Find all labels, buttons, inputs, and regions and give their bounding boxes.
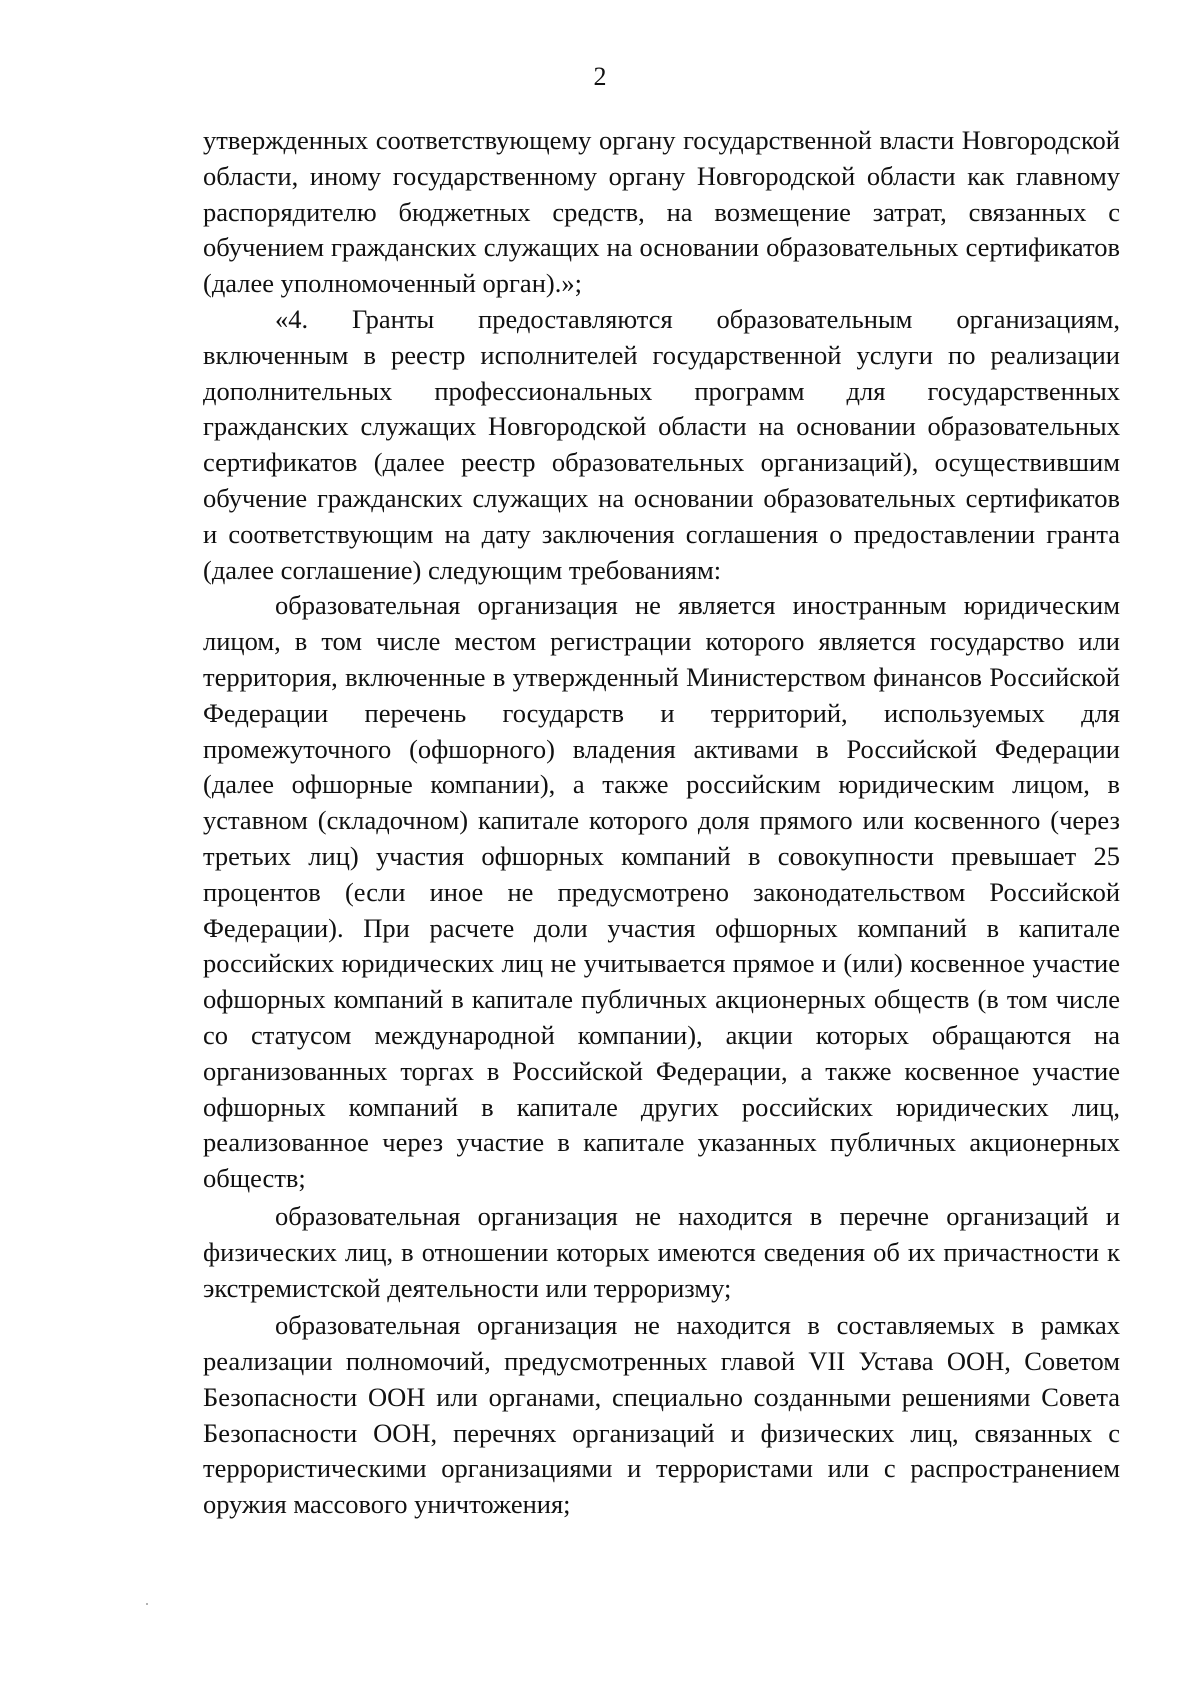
page-number: 2 [593, 62, 607, 91]
document-body [203, 123, 1120, 1523]
paragraph-un-sanctions-requirement: образовательная организация не находится в составляемых в рамках реализации полномочий, предусмотренных главой VII Устава ООН, Советом Безопасности ООН или органами, специально созданными решениями Совета Безопасности ООН, перечнях организаций и физических лиц, связанных с террористическими организациями и террористами или с распространением оружия массового уничтожения; [203, 1310, 1120, 1520]
paragraph-item-4: «4. Гранты предоставляются образовательным организациям, включенным в реестр исполнителей государственной услуги по реализации дополнительных профессиональных программ для государственных гражданских служащих Новгородской области на основании образовательных сертификатов (далее реестр образовательных организаций), осуществившим обучение гражданских служащих на основании образовательных сертификатов и соответствующим на дату заключения соглашения о предоставлении гранта (далее соглашение) следующим требованиям: [203, 303, 1120, 585]
paragraph-continuation: утвержденных соответствующему органу государственной власти Новгородской области, иному государственному органу Новгородской области как главному распорядителю бюджетных средств, на возмещение затрат, связанных с обучением гражданских служащих на основании образовательных сертификатов (далее уполномоченный орган).»; [203, 125, 1120, 299]
scan-speck [146, 1603, 148, 1605]
paragraph-extremism-requirement: образовательная организация не находится в перечне организаций и физических лиц, в отношении которых имеются сведения об их причастности к экстремистской деятельности или терроризму; [203, 1200, 1120, 1303]
paragraph-offshore-requirement: образовательная организация не является иностранным юридическим лицом, в том числе местом регистрации которого является государство или территория, включенные в утвержденный Министерством финансов Российской Федерации перечень государств и территорий, используемых для промежуточного (офшорного) владения активами в Российской Федерации (далее офшорные компании), а также российским юридическим лицом, в уставном (складочном) капитале которого доля прямого или косвенного (через третьих лиц) участия офшорных компаний в совокупности превышает 25 процентов (если иное не предусмотрено законодательством Российской Федерации). При расчете доли участия офшорных компаний в капитале российских юридических лиц не учитывается прямое и (или) косвенное участие офшорных компаний в капитале публичных акционерных обществ (в том числе со статусом международной компании), акции которых обращаются на организованных торгах в Российской Федерации, а также косвенное участие офшорных компаний в капитале других российских юридических лиц, реализованное через участие в капитале указанных публичных акционерных обществ; [203, 590, 1120, 1194]
